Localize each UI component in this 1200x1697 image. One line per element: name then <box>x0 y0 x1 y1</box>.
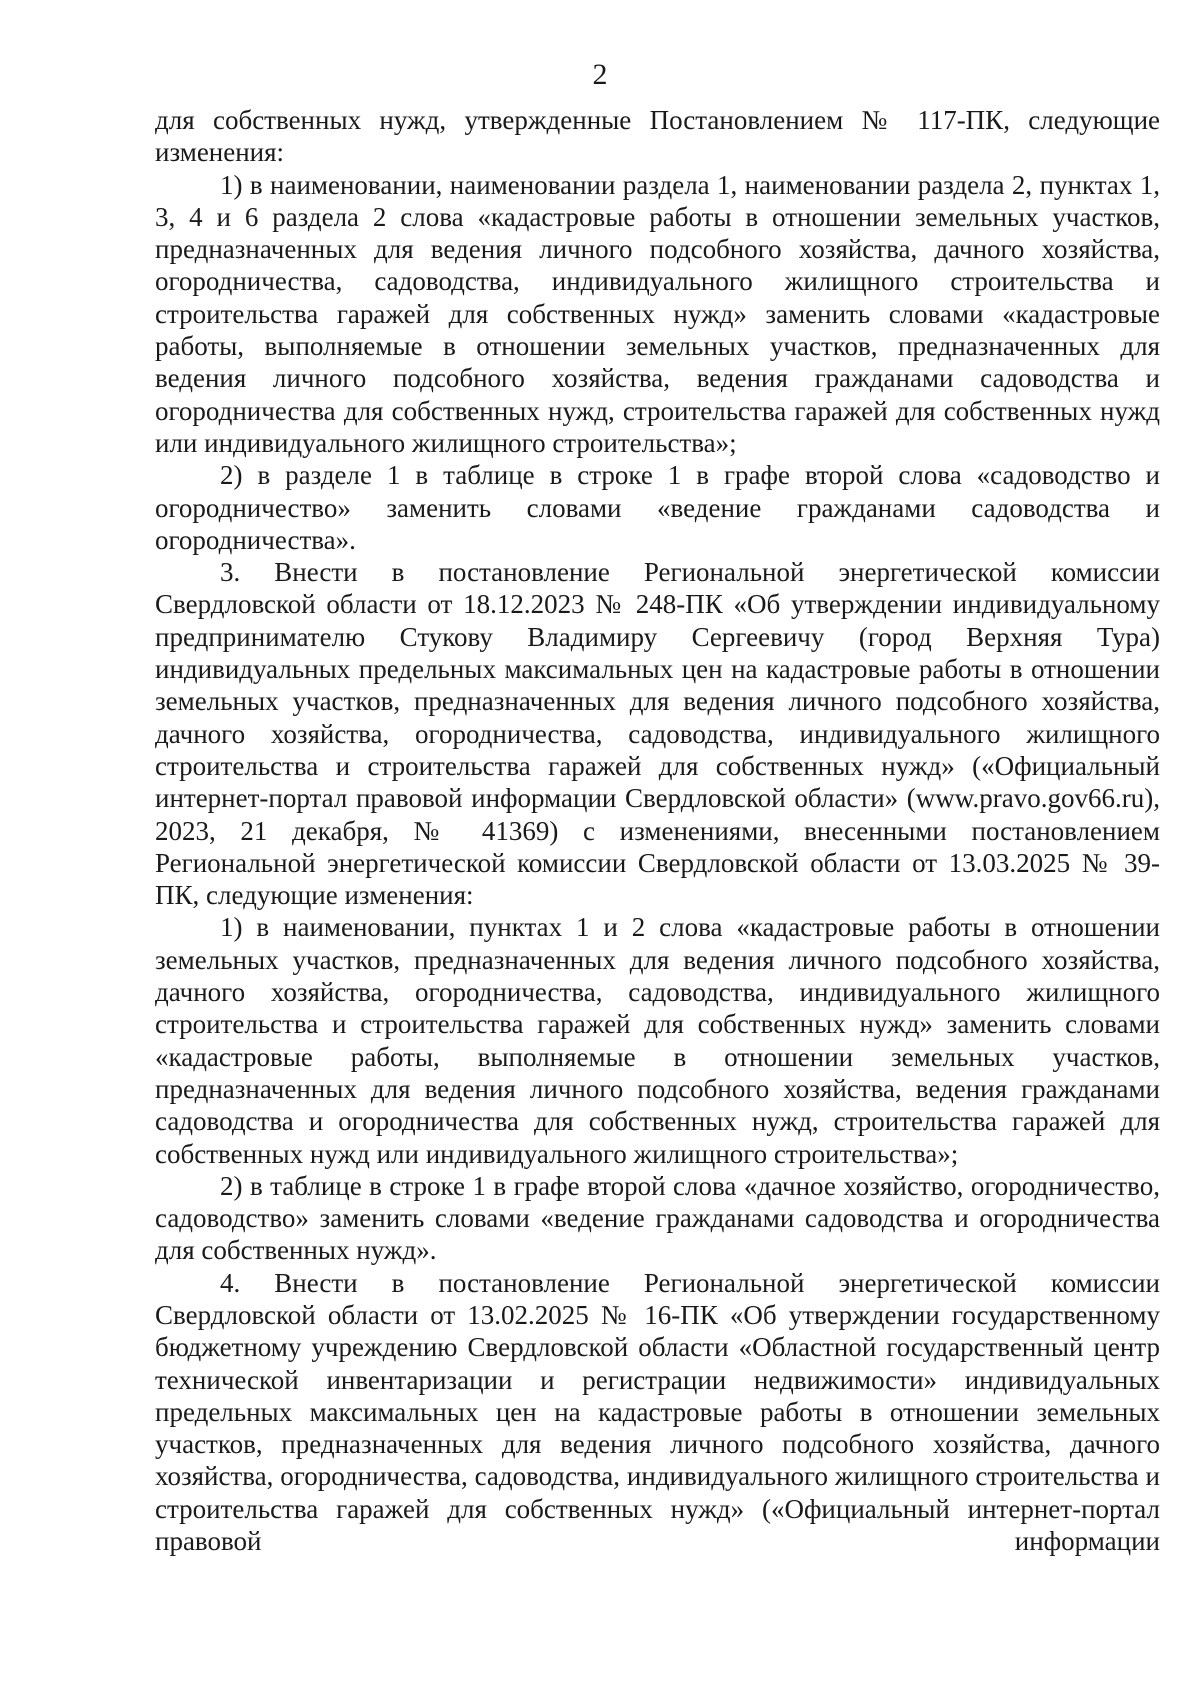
paragraph-section-3-item-1: 1) в наименовании, пунктах 1 и 2 слова «кадастровые работы в отношении земельных участков, предназначенных для ведения личного подсобного хозяйства, дачного хозяйства, огородничества, садоводства, индивидуального жилищного строительства и строительства гаражей для собственных нужд» заменить словами «кадастровые работы, выполняемые в отношении земельных участков, предназначенных для ведения личного подсобного хозяйства, ведения гражданами садоводства и огородничества для собственных нужд, строительства гаражей для собственных нужд или индивидуального жилищного строительства»; <box>155 912 1160 1169</box>
paragraph-section-3-item-2: 2) в таблице в строке 1 в графе второй слова «дачное хозяйство, огородничество, садоводство» заменить словами «ведение гражданами садоводства и огородничества для собственных нужд». <box>155 1170 1160 1266</box>
paragraph-item-2: 2) в разделе 1 в таблице в строке 1 в графе второй слова «садоводство и огородничество» заменить словами «ведение гражданами садоводства и огородничества». <box>155 460 1160 555</box>
paragraph-item-1: 1) в наименовании, наименовании раздела 1, наименовании раздела 2, пунктах 1, 3, 4 и 6 раздела 2 слова «кадастровые работы в отношении земельных участков, предназначенных для ведения личного подсобного хозяйства, дачного хозяйства, огородничества, садоводства, индивидуального жилищного строительства и строительства гаражей для собственных нужд» заменить словами «кадастровые работы, выполняемые в отношении земельных участков, предназначенных для ведения личного подсобного хозяйства, ведения гражданами садоводства и огородничества для собственных нужд, строительства гаражей для собственных нужд или индивидуального жилищного строительства»; <box>155 169 1160 458</box>
paragraph-continuation: для собственных нужд, утвержденные Постановлением № 117-ПК, следующие изменения: <box>155 105 1160 168</box>
paragraph-section-4: 4. Внести в постановление Региональной энергетической комиссии Свердловской области от 13.02.2025 № 16-ПК «Об утверждении государственному бюджетному учреждению Свердловской области «Областной государственный центр технической инвентаризации и регистрации недвижимости» индивидуальных предельных максимальных цен на кадастровые работы в отношении земельных участков, предназначенных для ведения личного подсобного хозяйства, дачного хозяйства, огородничества, садоводства, индивидуального жилищного строительства и строительства гаражей для собственных нужд» («Официальный интернет-портал правовой информации <box>155 1267 1160 1557</box>
document-body <box>155 104 1160 1557</box>
page-number: 2 <box>592 58 608 91</box>
paragraph-section-3: 3. Внести в постановление Региональной энергетической комиссии Свердловской области от 18.12.2023 № 248-ПК «Об утверждении индивидуальному предпринимателю Стукову Владимиру Сергеевичу (город Верхняя Тура) индивидуальных предельных максимальных цен на кадастровые работы в отношении земельных участков, предназначенных для ведения личного подсобного хозяйства, дачного хозяйства, огородничества, садоводства, индивидуального жилищного строительства и строительства гаражей для собственных нужд» («Официальный интернет-портал правовой информации Свердловской области» (www.pravo.gov66.ru), 2023, 21 декабря, № 41369) с изменениями, внесенными постановлением Региональной энергетической комиссии Свердловской области от 13.03.2025 № 39-ПК, следующие изменения: <box>155 557 1160 911</box>
